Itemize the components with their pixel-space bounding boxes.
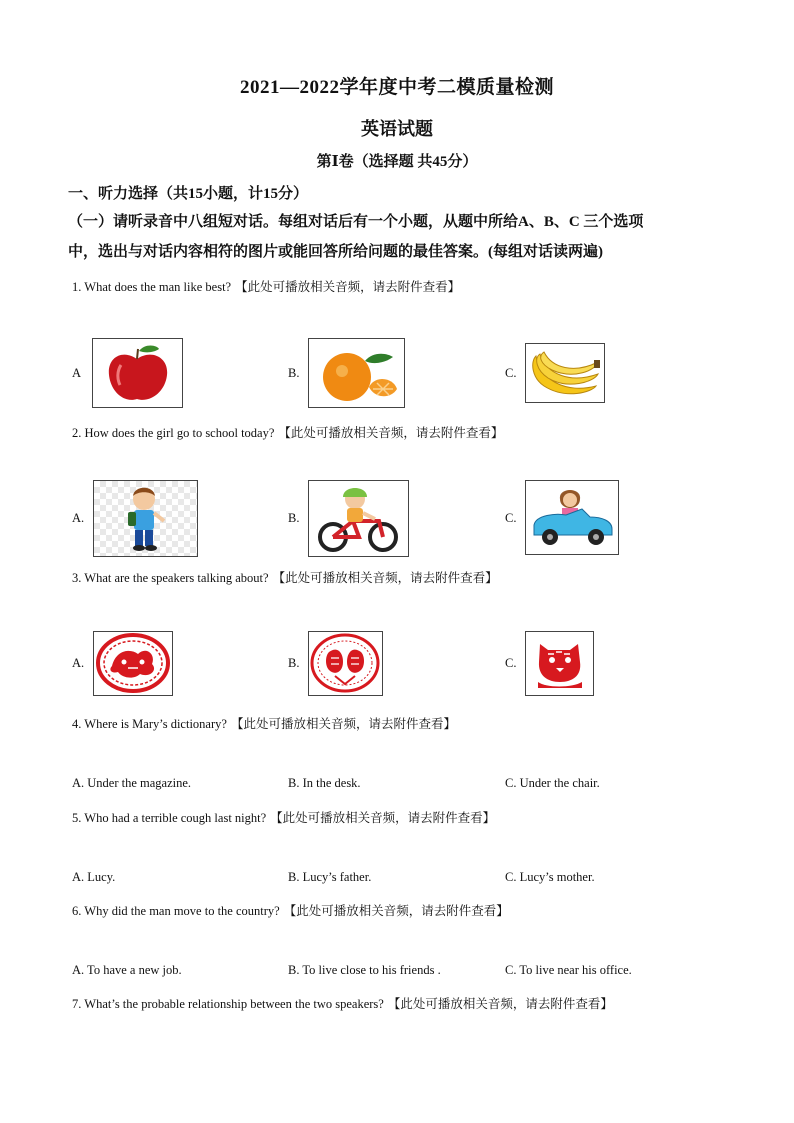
question-3 bbox=[72, 568, 498, 586]
audio-note: 【此处可播放相关音频，请去附件查看】 bbox=[278, 426, 504, 440]
option-a: A. To have a new job. bbox=[72, 963, 182, 977]
audio-note: 【此处可播放相关音频，请去附件查看】 bbox=[387, 997, 613, 1011]
walking-boy-icon[interactable] bbox=[93, 480, 198, 557]
option-label: A bbox=[72, 366, 82, 380]
question-text: 5. Who had a terrible cough last night? bbox=[72, 811, 267, 825]
car-icon[interactable] bbox=[525, 480, 619, 555]
option-label: A. bbox=[72, 511, 85, 525]
option-b: B. Lucy’s father. bbox=[288, 870, 372, 884]
paper-cut-fish-icon[interactable] bbox=[308, 631, 383, 696]
audio-note: 【此处可播放相关音频，请去附件查看】 bbox=[270, 811, 496, 825]
question-2 bbox=[72, 423, 503, 441]
option-c: C. Lucy’s mother. bbox=[505, 870, 595, 884]
orange-icon[interactable] bbox=[308, 338, 405, 408]
option-label: C. bbox=[505, 366, 517, 380]
audio-note: 【此处可播放相关音频，请去附件查看】 bbox=[272, 571, 498, 585]
audio-note: 【此处可播放相关音频，请去附件查看】 bbox=[230, 717, 456, 731]
apple-icon[interactable] bbox=[92, 338, 183, 408]
exam-subject: 英语试题 bbox=[361, 119, 433, 139]
question-text: 4. Where is Mary’s dictionary? bbox=[72, 717, 227, 731]
bicycle-icon[interactable] bbox=[308, 480, 409, 557]
option-a: A. Under the magazine. bbox=[72, 776, 192, 790]
option-label: C. bbox=[505, 511, 517, 525]
option-label: C. bbox=[505, 656, 517, 670]
banana-icon[interactable] bbox=[525, 343, 605, 403]
question-1 bbox=[72, 277, 460, 295]
exam-volume: 第Ⅰ卷（选择题 共45分） bbox=[316, 154, 478, 170]
option-label: B. bbox=[288, 656, 300, 670]
option-label: A. bbox=[72, 656, 85, 670]
option-c: C. Under the chair. bbox=[505, 776, 600, 790]
option-c: C. To live near his office. bbox=[505, 963, 632, 977]
question-5 bbox=[72, 808, 495, 826]
question-6 bbox=[72, 901, 509, 919]
option-b: B. To live close to his friends . bbox=[288, 963, 441, 977]
question-text: 1. What does the man like best? bbox=[72, 280, 232, 294]
option-label: B. bbox=[288, 511, 300, 525]
audio-note: 【此处可播放相关音频，请去附件查看】 bbox=[283, 904, 509, 918]
question-7 bbox=[72, 994, 613, 1012]
section-title: 一、听力选择（共15小题，计15分） bbox=[68, 186, 309, 202]
instruction-line-1: （一）请听录音中八组短对话。每组对话后有一个小题，从题中所给A、B、C 三个选项 bbox=[68, 214, 644, 230]
question-text: 3. What are the speakers talking about? bbox=[72, 571, 269, 585]
audio-note: 【此处可播放相关音频，请去附件查看】 bbox=[235, 280, 461, 294]
instruction-line-2: 中，选出与对话内容相符的图片或能回答所给问题的最佳答案。(每组对话读两遍) bbox=[68, 244, 603, 260]
option-label: B. bbox=[288, 366, 300, 380]
paper-cut-dragon-icon[interactable] bbox=[93, 631, 173, 696]
exam-title: 2021—2022学年度中考二模质量检测 bbox=[239, 77, 554, 98]
question-text: 7. What’s the probable relationship between the two speakers? bbox=[72, 997, 384, 1011]
paper-cut-tiger-icon[interactable] bbox=[525, 631, 594, 696]
option-a: A. Lucy. bbox=[72, 870, 116, 884]
question-text: 6. Why did the man move to the country? bbox=[72, 904, 280, 918]
option-b: B. In the desk. bbox=[288, 776, 361, 790]
question-4 bbox=[72, 714, 456, 732]
question-text: 2. How does the girl go to school today? bbox=[72, 426, 275, 440]
